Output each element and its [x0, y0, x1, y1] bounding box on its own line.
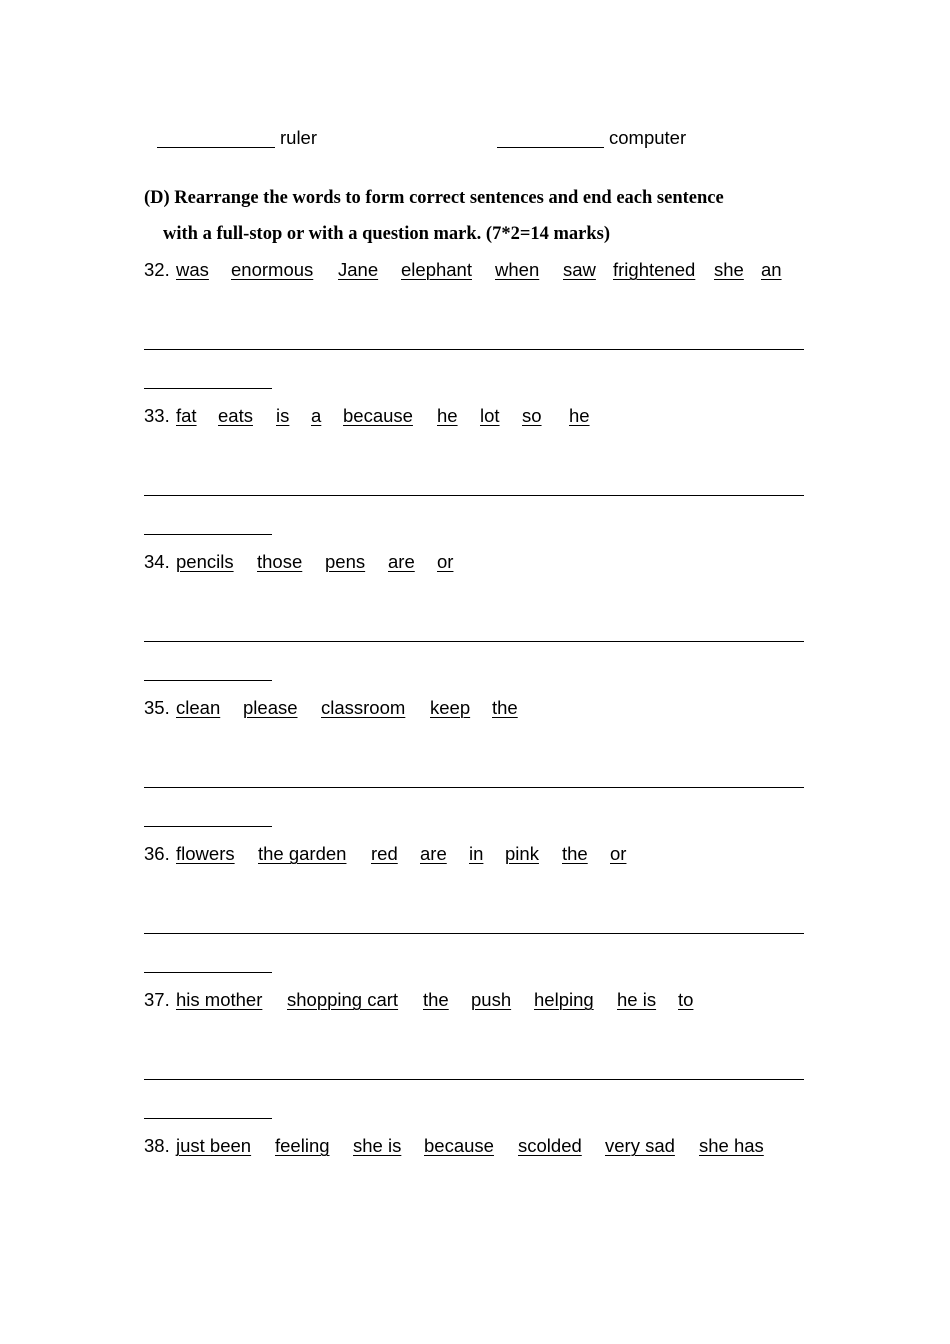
word-tile: are	[420, 843, 447, 864]
answer-line-36-b[interactable]	[144, 972, 272, 973]
word-tile: classroom	[321, 697, 406, 718]
question-33	[144, 405, 590, 429]
question-number: 33.	[144, 405, 170, 426]
question-35	[144, 697, 518, 721]
answer-line-35-a[interactable]	[144, 787, 804, 788]
answer-line-34-b[interactable]	[144, 680, 272, 681]
question-36	[144, 843, 627, 867]
word-tile: or	[437, 551, 454, 572]
word-tile: or	[610, 843, 627, 864]
word-tile: when	[495, 259, 540, 280]
question-number: 37.	[144, 989, 170, 1010]
word-tile: in	[469, 843, 484, 864]
question-number: 35.	[144, 697, 170, 718]
answer-line-32-b[interactable]	[144, 388, 272, 389]
word-tile: pink	[505, 843, 539, 864]
word-tile: pencils	[176, 551, 234, 572]
word-tile: a	[311, 405, 322, 426]
word-tile: those	[257, 551, 303, 572]
word-tile: eats	[218, 405, 253, 426]
answer-line-37-b[interactable]	[144, 1118, 272, 1119]
word-tile: he	[569, 405, 590, 426]
question-38	[144, 1135, 764, 1159]
word-tile: are	[388, 551, 415, 572]
word-tile: very sad	[605, 1135, 675, 1156]
vocab-word-ruler: ruler	[280, 127, 318, 148]
word-tile: lot	[480, 405, 500, 426]
word-tile: keep	[430, 697, 471, 718]
question-number: 32.	[144, 259, 170, 280]
answer-line-36-a[interactable]	[144, 933, 804, 934]
word-tile: clean	[176, 697, 221, 718]
answer-line-33-a[interactable]	[144, 495, 804, 496]
question-number: 36.	[144, 843, 170, 864]
question-32	[144, 259, 782, 283]
word-tile: Jane	[338, 259, 379, 280]
word-tile: saw	[563, 259, 596, 280]
word-tile: elephant	[401, 259, 472, 280]
word-tile: the	[423, 989, 449, 1010]
word-tile: is	[276, 405, 290, 426]
answer-line-33-b[interactable]	[144, 534, 272, 535]
word-tile: she has	[699, 1135, 764, 1156]
word-tile: the	[492, 697, 518, 718]
section-heading-line-2: with a full-stop or with a question mark. (7*2=14 marks)	[163, 224, 611, 244]
vocab-blank-1[interactable]	[157, 147, 275, 148]
question-number: 38.	[144, 1135, 170, 1156]
answer-line-37-a[interactable]	[144, 1079, 804, 1080]
word-tile: red	[371, 843, 398, 864]
word-tile: so	[522, 405, 542, 426]
word-tile: please	[243, 697, 298, 718]
question-37	[144, 989, 694, 1013]
word-tile: was	[176, 259, 209, 280]
word-tile: because	[424, 1135, 494, 1156]
word-tile: enormous	[231, 259, 314, 280]
word-tile: flowers	[176, 843, 235, 864]
word-tile: fat	[176, 405, 197, 426]
question-34	[144, 551, 454, 575]
answer-line-32-a[interactable]	[144, 349, 804, 350]
answer-line-34-a[interactable]	[144, 641, 804, 642]
vocab-word-computer: computer	[609, 127, 687, 148]
word-tile: scolded	[518, 1135, 582, 1156]
answer-line-35-b[interactable]	[144, 826, 272, 827]
word-tile: the	[562, 843, 588, 864]
word-tile: shopping cart	[287, 989, 399, 1010]
word-tile: just been	[176, 1135, 252, 1156]
word-tile: his mother	[176, 989, 263, 1010]
section-heading-line-1: (D) Rearrange the words to form correct sentences and end each sentence	[144, 188, 724, 208]
word-tile: feeling	[275, 1135, 330, 1156]
word-tile: pens	[325, 551, 366, 572]
word-tile: helping	[534, 989, 594, 1010]
word-tile: to	[678, 989, 694, 1010]
word-tile: push	[471, 989, 512, 1010]
vocab-blank-2[interactable]	[497, 147, 604, 148]
word-tile: frightened	[613, 259, 696, 280]
word-tile: he is	[617, 989, 657, 1010]
word-tile: he	[437, 405, 458, 426]
question-number: 34.	[144, 551, 170, 572]
word-tile: because	[343, 405, 413, 426]
word-tile: an	[761, 259, 782, 280]
word-tile: the garden	[258, 843, 347, 864]
word-tile: she is	[353, 1135, 402, 1156]
word-tile: she	[714, 259, 744, 280]
